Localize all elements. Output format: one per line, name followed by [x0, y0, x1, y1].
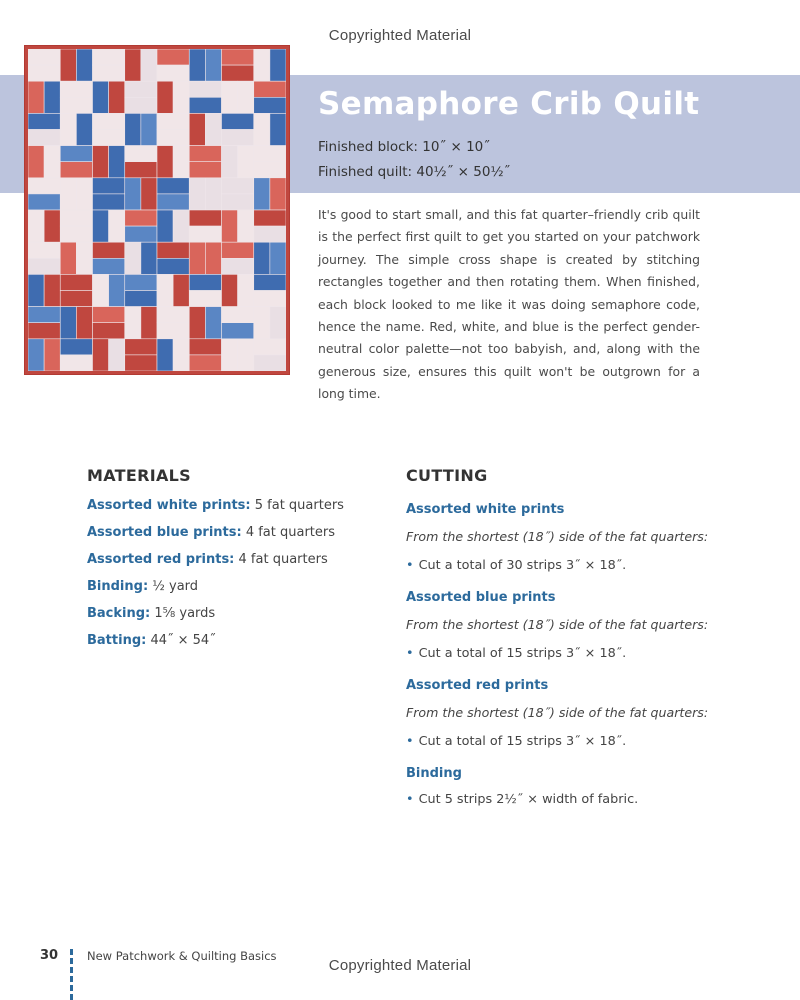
cutting-group-binding [406, 765, 776, 809]
quilt-patch [125, 97, 157, 113]
materials-item-value: 4 fat quarters [234, 552, 328, 567]
materials-section [87, 466, 377, 658]
quilt-patch [157, 210, 173, 242]
quilt-patch [189, 242, 205, 274]
bullet-icon: • [406, 734, 414, 749]
quilt-patch [173, 339, 189, 371]
quilt-patch [238, 81, 254, 113]
quilt-patch [28, 113, 60, 129]
quilt-patch [254, 355, 286, 371]
quilt-patch [254, 274, 286, 290]
quilt-patch [93, 130, 125, 146]
quilt-patch [141, 307, 157, 339]
quilt-patch [270, 49, 286, 81]
quilt-patch [28, 81, 44, 113]
materials-item-value: ½ yard [148, 579, 199, 594]
quilt-patch [157, 242, 189, 258]
quilt-patch [44, 339, 60, 371]
quilt-patch [125, 307, 141, 339]
quilt-patch [60, 162, 92, 178]
quilt-patch [125, 355, 157, 371]
cutting-group-name: Assorted red prints [406, 678, 549, 693]
cutting-instruction-text: Cut a total of 15 strips 3˝ × 18˝. [418, 734, 627, 749]
quilt-patch [60, 113, 76, 145]
quilt-patch [270, 113, 286, 145]
quilt-patch [254, 178, 270, 210]
quilt-patch [76, 307, 92, 339]
cutting-group-name: Assorted blue prints [406, 590, 556, 605]
cutting-instruction-text: Cut a total of 15 strips 3˝ × 18˝. [418, 646, 627, 661]
cutting-instruction-text: Cut a total of 30 strips 3˝ × 18˝. [418, 558, 627, 573]
materials-item-value: 5 fat quarters [250, 498, 344, 513]
quilt-patch [44, 274, 60, 306]
quilt-patch [60, 49, 76, 81]
quilt-patch [28, 339, 44, 371]
quilt-patch [189, 291, 221, 307]
cutting-group-name: Binding [406, 766, 462, 781]
quilt-patch [254, 162, 286, 178]
quilt-patch [222, 113, 254, 129]
quilt-patch [60, 210, 92, 226]
quilt-patch [238, 210, 254, 242]
quilt-patch [205, 242, 221, 274]
finished-block-size: Finished block: 10˝ × 10˝ [318, 139, 491, 155]
intro-paragraph: It's good to start small, and this fat quarter–friendly crib quilt is the perfect first quilt to get you started on your patchwork journey. The simple cross shape is created by stitching rectangles together and then rotating them. When finished, each block looked to me like it was doing semaphore code, hence the name. Red, white, and blue is the perfect gender-neutral color palette—not too babyish, and, along with the generous size, ensures this quilt won't be outgrown for a long time. [318, 207, 700, 402]
quilt-patch [125, 81, 157, 97]
quilt-patch [28, 323, 60, 339]
cutting-group-blue [406, 589, 776, 663]
quilt-patch [254, 49, 270, 81]
quilt-patch [270, 307, 286, 339]
quilt-patch [44, 81, 60, 113]
quilt-patch [125, 274, 157, 290]
quilt-patch [157, 307, 189, 323]
quilt-patch [125, 339, 157, 355]
quilt-patch [222, 274, 238, 306]
quilt-patch [28, 274, 44, 306]
quilt-patch [173, 146, 189, 178]
quilt-patch [28, 65, 60, 81]
quilt-patch [238, 274, 254, 306]
quilt-patch [109, 210, 125, 242]
quilt-patch [125, 49, 141, 81]
quilt-patch [222, 323, 254, 339]
quilt-patch [44, 210, 60, 242]
quilt-patch [93, 242, 125, 258]
page-title: Semaphore Crib Quilt [318, 86, 700, 122]
page-number: 30 [40, 948, 59, 963]
quilt-patch [93, 113, 125, 129]
quilt-patch [93, 307, 125, 323]
quilt-patch [125, 210, 157, 226]
quilt-patch [238, 339, 254, 371]
quilt-patch [28, 49, 60, 65]
quilt-patch [157, 49, 189, 65]
quilt-patch [157, 178, 189, 194]
materials-item-value: 1⅝ yards [150, 606, 216, 621]
quilt-patch [157, 258, 189, 274]
quilt-patch [125, 226, 157, 242]
quilt-patch [141, 113, 157, 145]
quilt-patch [157, 146, 173, 178]
cutting-section [406, 466, 776, 809]
materials-item [87, 577, 377, 604]
quilt-patch [189, 178, 205, 210]
quilt-patch [189, 49, 205, 81]
quilt-patch [222, 178, 254, 194]
quilt-patch [93, 178, 125, 194]
quilt-patch [189, 274, 221, 290]
quilt-patch [254, 97, 286, 113]
quilt-patch [189, 81, 221, 97]
quilt-patch [93, 323, 125, 339]
finished-quilt-size: Finished quilt: 40½˝ × 50½˝ [318, 164, 511, 180]
materials-item [87, 631, 377, 658]
quilt-patch [60, 291, 92, 307]
materials-item-value: 4 fat quarters [241, 525, 336, 540]
materials-item-value: 44˝ × 54˝ [146, 633, 216, 648]
quilt-patch [189, 162, 221, 178]
cutting-group-note: From the shortest (18˝) side of the fat quarters: [406, 705, 709, 720]
cutting-group-red [406, 677, 776, 751]
cutting-instruction [406, 791, 776, 809]
bullet-icon: • [406, 646, 414, 661]
quilt-patch [60, 242, 76, 274]
quilt-patch [93, 49, 125, 65]
materials-item [87, 550, 377, 577]
quilt-patch [189, 307, 205, 339]
quilt-patch [60, 226, 92, 242]
quilt-patch [222, 339, 238, 371]
quilt-patch [222, 194, 254, 210]
quilt-patch [222, 49, 254, 65]
quilt-patch [93, 146, 109, 178]
quilt-patch [254, 226, 286, 242]
quilt-patch [254, 339, 286, 355]
quilt-patch [60, 339, 92, 355]
cutting-group-white [406, 501, 776, 575]
materials-item-label: Assorted blue prints: [87, 525, 242, 540]
quilt-patch [76, 113, 92, 145]
quilt-patch [189, 113, 205, 145]
quilt-patch [189, 339, 221, 355]
quilt-patch [60, 355, 92, 371]
quilt-patch [109, 339, 125, 371]
quilt-patch [270, 242, 286, 274]
cutting-heading: CUTTING [406, 466, 488, 485]
quilt-patch [76, 242, 92, 274]
quilt-patch [44, 146, 60, 178]
cutting-group-note: From the shortest (18˝) side of the fat quarters: [406, 529, 709, 544]
quilt-patch [125, 146, 157, 162]
quilt-patch [93, 194, 125, 210]
quilt-patch [173, 274, 189, 306]
quilt-patch [238, 146, 254, 178]
quilt-patch [93, 274, 109, 306]
quilt-patch [125, 113, 141, 145]
quilt-patch [93, 339, 109, 371]
quilt-patch [189, 97, 221, 113]
materials-item-label: Batting: [87, 633, 147, 648]
quilt-patch [189, 146, 221, 162]
quilt-patch [109, 81, 125, 113]
materials-heading: MATERIALS [87, 466, 191, 485]
quilt-patch [28, 242, 60, 258]
quilt-patch [28, 146, 44, 178]
quilt-patch [157, 65, 189, 81]
quilt-patch [109, 146, 125, 178]
materials-item-label: Backing: [87, 606, 151, 621]
quilt-patch [157, 339, 173, 371]
quilt-patch [254, 291, 286, 307]
quilt-patch [60, 178, 76, 210]
quilt-patch [76, 178, 92, 210]
quilt-illustration [28, 49, 286, 371]
cutting-instruction-text: Cut 5 strips 2½˝ × width of fabric. [418, 792, 639, 807]
quilt-patch [125, 162, 157, 178]
quilt-patch [125, 178, 141, 210]
quilt-patch [60, 81, 92, 97]
quilt-patch [205, 178, 221, 210]
quilt-patch [93, 81, 109, 113]
quilt-patch [157, 113, 189, 129]
quilt-patch [28, 194, 60, 210]
quilt-patch [189, 210, 221, 226]
quilt-patch [222, 146, 238, 178]
cutting-group-note: From the shortest (18˝) side of the fat quarters: [406, 617, 709, 632]
cutting-instruction [406, 557, 776, 575]
bullet-icon: • [406, 558, 414, 573]
materials-item [87, 496, 377, 523]
quilt-patch [222, 258, 254, 274]
materials-item-label: Assorted white prints: [87, 498, 251, 513]
quilt-patch [173, 210, 189, 242]
quilt-patch [28, 258, 60, 274]
quilt-patch [189, 355, 221, 371]
quilt-patch [270, 178, 286, 210]
quilt-patch [254, 307, 270, 339]
materials-item-label: Binding: [87, 579, 149, 594]
quilt-patch [222, 130, 254, 146]
quilt-patch [60, 307, 76, 339]
quilt-patch [28, 130, 60, 146]
quilt-patch [222, 81, 238, 113]
quilt-patch [76, 49, 92, 81]
quilt-patch [109, 274, 125, 306]
quilt-patch [157, 323, 189, 339]
quilt-patch [254, 210, 286, 226]
cutting-instruction [406, 733, 776, 751]
copyright-watermark-bottom: Copyrighted Material [328, 957, 472, 974]
quilt-patch [222, 210, 238, 242]
quilt-patch [93, 258, 125, 274]
quilt-photo [25, 46, 289, 374]
quilt-patch [254, 242, 270, 274]
cutting-instruction [406, 645, 776, 663]
quilt-patch [60, 97, 92, 113]
quilt-patch [205, 113, 221, 145]
quilt-patch [157, 81, 173, 113]
quilt-patch [205, 49, 221, 81]
quilt-patch [125, 242, 141, 274]
quilt-patch [222, 242, 254, 258]
quilt-patch [222, 307, 254, 323]
quilt-patch [28, 307, 60, 323]
quilt-patch [93, 210, 109, 242]
quilt-patch [254, 81, 286, 97]
quilt-patch [28, 210, 44, 242]
quilt-patch [157, 274, 173, 306]
quilt-patch [141, 49, 157, 81]
cutting-group-name: Assorted white prints [406, 502, 565, 517]
quilt-patch [141, 242, 157, 274]
quilt-patch [254, 146, 286, 162]
quilt-patch [60, 146, 92, 162]
quilt-patch [93, 65, 125, 81]
quilt-patch [189, 226, 221, 242]
materials-item [87, 604, 377, 631]
quilt-patch [125, 291, 157, 307]
quilt-patch [157, 194, 189, 210]
quilt-patch [222, 65, 254, 81]
quilt-patch [28, 178, 60, 194]
running-title: New Patchwork & Quilting Basics [87, 949, 277, 963]
quilt-patch [205, 307, 221, 339]
bullet-icon: • [406, 792, 414, 807]
materials-item [87, 523, 377, 550]
quilt-patch [157, 130, 189, 146]
quilt-patch [173, 81, 189, 113]
materials-item-label: Assorted red prints: [87, 552, 235, 567]
quilt-patch [141, 178, 157, 210]
quilt-patch [254, 113, 270, 145]
copyright-watermark-top: Copyrighted Material [328, 27, 472, 44]
quilt-patch [60, 274, 92, 290]
